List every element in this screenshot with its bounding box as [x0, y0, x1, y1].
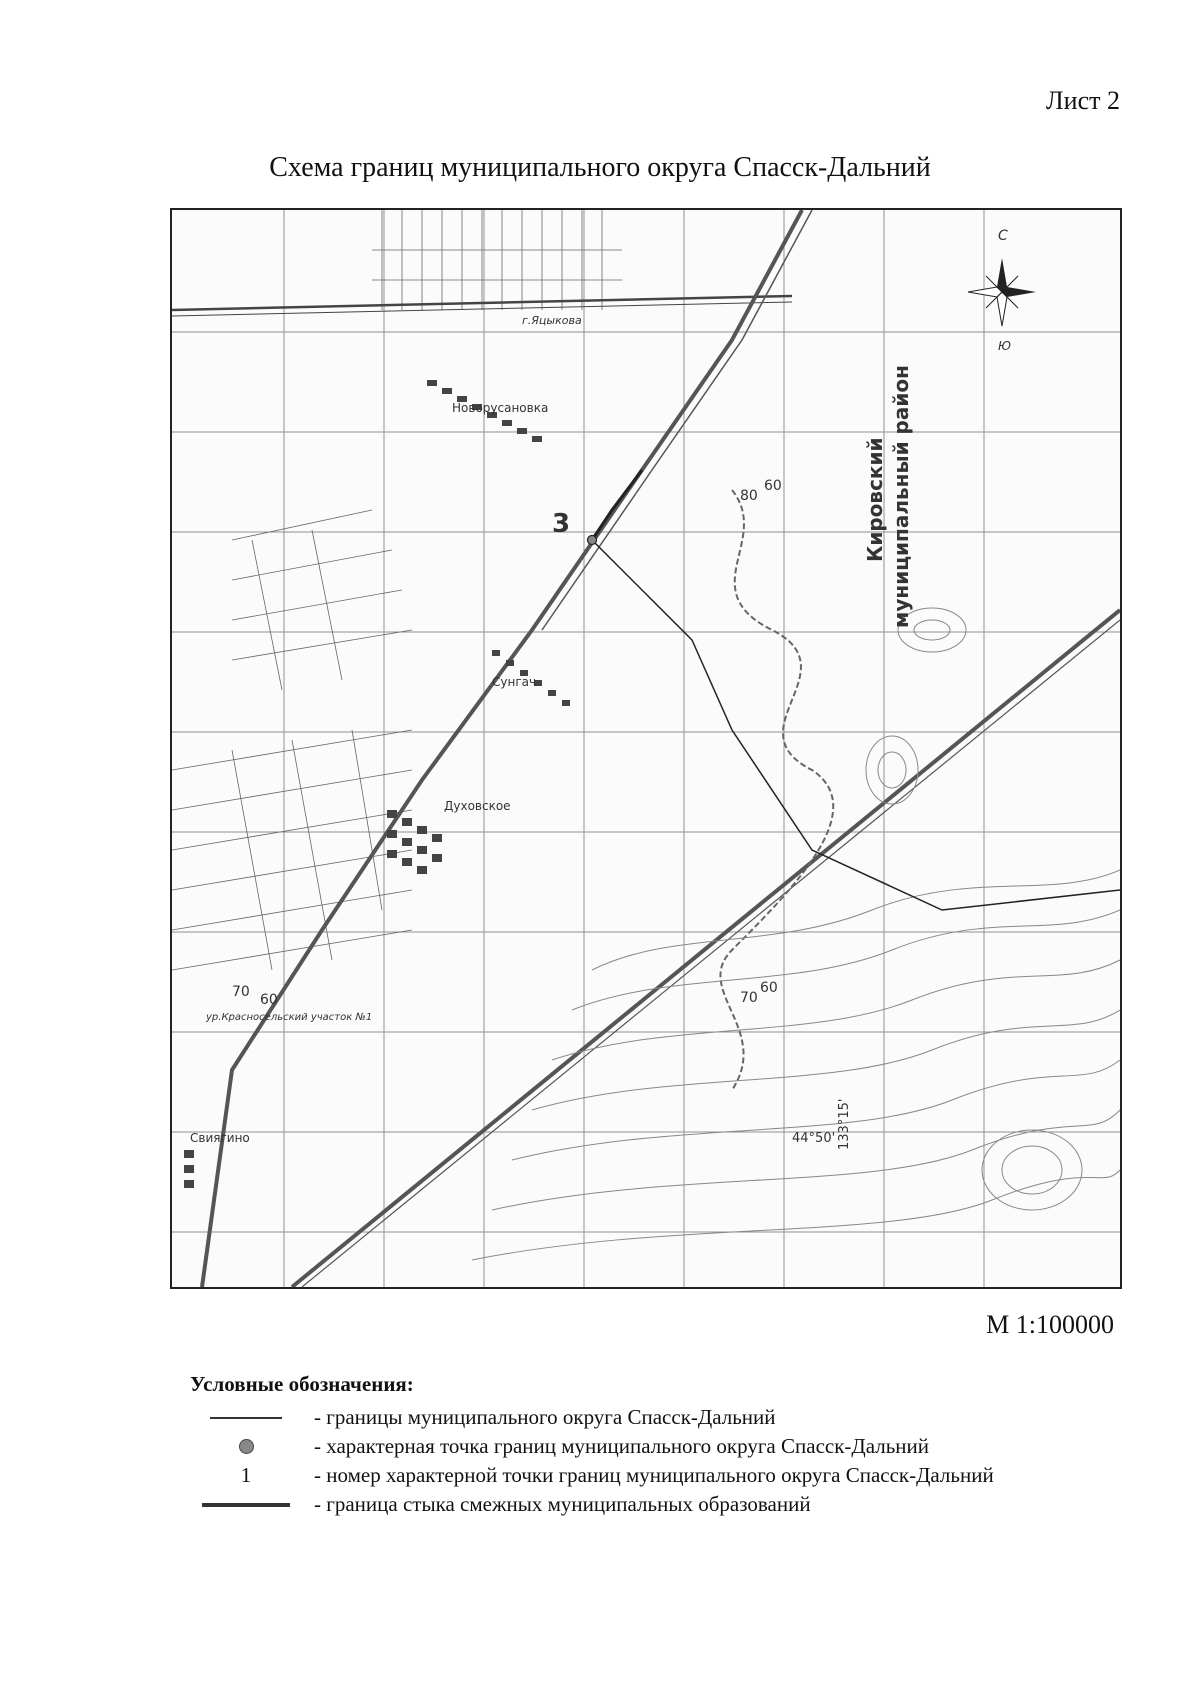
- place-novorusanovka: Новорусановка: [452, 401, 549, 415]
- dot-icon: [239, 1439, 254, 1454]
- coord-lat: 44°50': [792, 1131, 836, 1146]
- svg-text:Кировский: Кировский: [863, 437, 887, 562]
- highway-lower: [292, 610, 1120, 1287]
- map-title: Схема границ муниципального округа Спасск-Дальний: [269, 152, 931, 183]
- compass-icon: [968, 258, 1036, 326]
- place-dukhovskoe: Духовское: [444, 799, 511, 813]
- district-label: [863, 365, 913, 628]
- map-grid: [172, 210, 1120, 1287]
- place-yatsykova: г.Яцыкова: [522, 314, 582, 327]
- map-frame: [170, 208, 1122, 1289]
- adjacent-boundary: [592, 470, 642, 540]
- grid-number: 60: [760, 980, 778, 996]
- legend-item: - характерная точка границ муниципального округа Спасск-Дальний: [190, 1432, 1150, 1461]
- map-scale: М 1:100000: [986, 1310, 1114, 1339]
- grid-number: 80: [740, 488, 758, 504]
- municipal-boundary: [592, 540, 1120, 910]
- legend-item: - границы муниципального округа Спасск-Дальний: [190, 1403, 1150, 1432]
- grid-number: 60: [764, 478, 782, 494]
- svg-text:133°15': 133°15': [837, 1098, 852, 1150]
- legend-item: 1 - номер характерной точки границ муниципального округа Спасск-Дальний: [240, 1463, 994, 1487]
- compass-south: Ю: [998, 339, 1011, 353]
- grid-number: 60: [260, 992, 278, 1008]
- thin-line-icon: [210, 1417, 282, 1419]
- boundary-point: [588, 536, 597, 545]
- sheet-label: Лист 2: [1046, 86, 1120, 115]
- legend-item: - граница стыка смежных муниципальных образований: [190, 1490, 1150, 1519]
- compass-north: С: [998, 228, 1008, 244]
- boundary-point-number: 3: [552, 509, 571, 539]
- legend: [190, 1372, 1150, 1519]
- grid-number: 70: [232, 984, 250, 1000]
- place-sungach: Сунгач: [492, 675, 537, 689]
- coord-lon: [837, 1099, 852, 1150]
- place-sviyagino: Свиягино: [190, 1131, 250, 1145]
- grid-number: 70: [740, 990, 758, 1006]
- thick-line-icon: [202, 1503, 290, 1507]
- point-number-symbol: 1: [240, 1463, 252, 1487]
- topographic-map: [172, 210, 1120, 1287]
- place-krasnoselsky: ур.Красносельский участок №1: [206, 1012, 373, 1023]
- river: [720, 490, 833, 1090]
- svg-text:муниципальный район: муниципальный район: [889, 365, 913, 628]
- legend-title: Условные обозначения:: [190, 1372, 414, 1396]
- settlement-blocks: [184, 380, 570, 1188]
